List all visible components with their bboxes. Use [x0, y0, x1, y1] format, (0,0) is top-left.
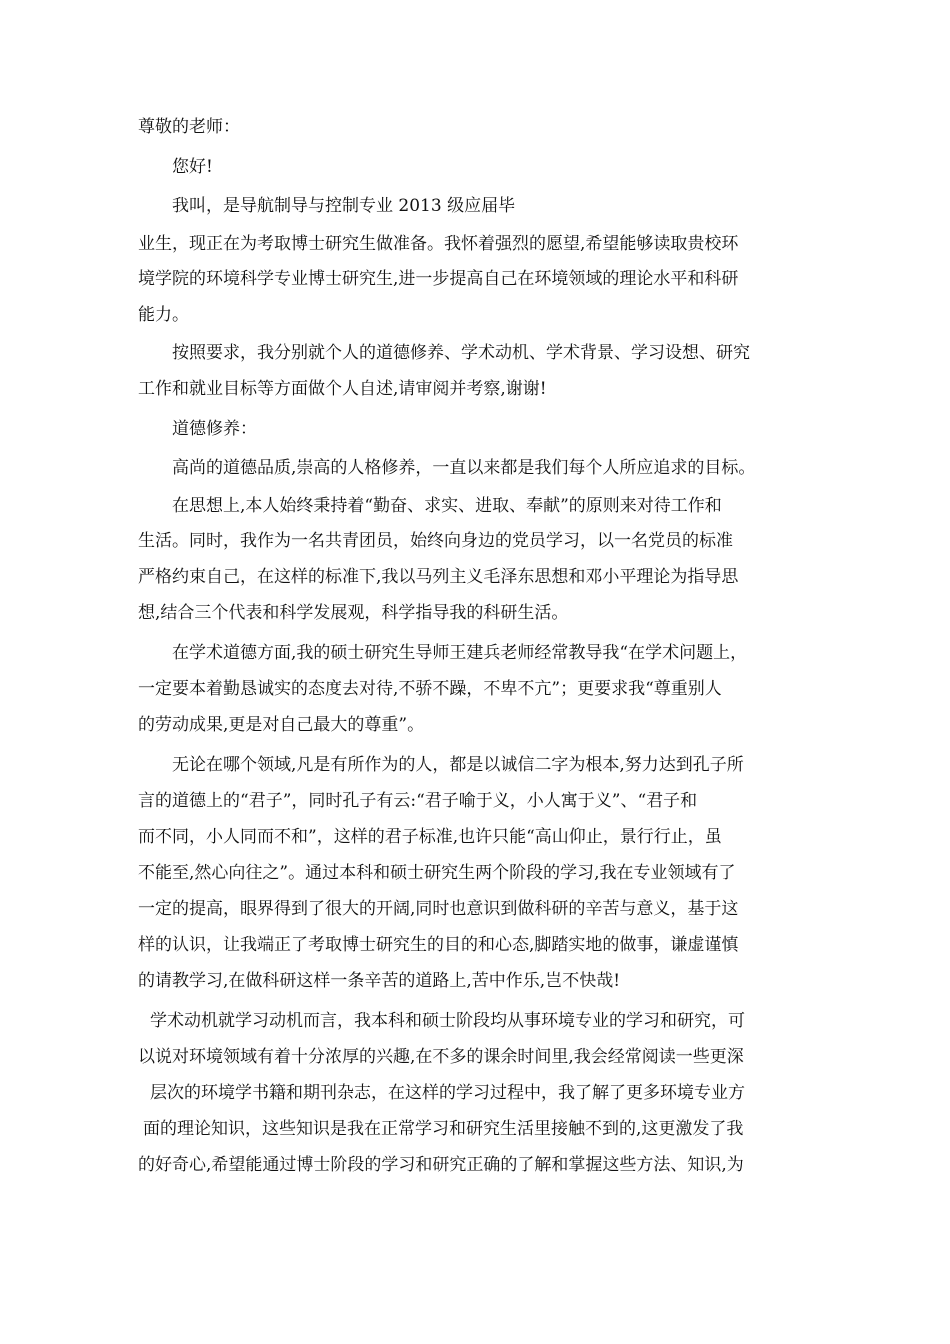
body-line: 境学院的环境科学专业博士研究生,进一步提高自己在环境领域的理论水平和科研 — [138, 269, 739, 289]
body-line: 严格约束自己，在这样的标准下,我以马列主义毛泽东思想和邓小平理论为指导思 — [138, 567, 739, 587]
greeting: 您好! — [172, 157, 213, 177]
body-line: 学术动机就学习动机而言，我本科和硕士阶段均从事环境专业的学习和研究，可 — [150, 1011, 745, 1031]
body-line: 高尚的道德品质,崇高的人格修养，一直以来都是我们每个人所应追求的目标。 — [172, 458, 756, 478]
body-line: 不能至,然心向往之”。通过本科和硕士研究生两个阶段的学习,我在专业领域有了 — [138, 863, 736, 883]
body-line: 的好奇心,希望能通过博士阶段的学习和研究正确的了解和掌握这些方法、知识,为 — [138, 1155, 744, 1175]
body-line: 言的道德上的“君子”，同时孔子有云:“君子喻于义，小人寓于义”、“君子和 — [138, 791, 698, 811]
section-heading: 道德修养： — [172, 419, 257, 439]
body-line: 我叫，是导航制导与控制专业 2013 级应届毕 — [172, 196, 516, 216]
body-line: 一定的提高，眼界得到了很大的开阔,同时也意识到做科研的辛苦与意义，基于这 — [138, 899, 739, 919]
salutation: 尊敬的老师： — [138, 117, 240, 137]
body-line: 在思想上,本人始终秉持着“勤奋、求实、进取、奉献”的原则来对待工作和 — [172, 496, 722, 516]
body-line: 一定要本着勤恳诚实的态度去对待,不骄不躁，不卑不亢”；更要求我“尊重别人 — [138, 679, 722, 699]
body-line: 面的理论知识，这些知识是我在正常学习和研究生活里接触不到的,这更激发了我 — [143, 1119, 744, 1139]
body-line: 以说对环境领域有着十分浓厚的兴趣,在不多的课余时间里,我会经常阅读一些更深 — [138, 1047, 744, 1067]
body-line: 在学术道德方面,我的硕士研究生导师王建兵老师经常教导我“在学术问题上， — [172, 643, 748, 663]
body-line: 而不同，小人同而不和”，这样的君子标准,也许只能“高山仰止，景行行止，虽 — [138, 827, 722, 847]
body-line: 生活。同时，我作为一名共青团员，始终向身边的党员学习，以一名党员的标准 — [138, 531, 733, 551]
body-line: 无论在哪个领域,凡是有所作为的人，都是以诚信二字为根本,努力达到孔子所 — [172, 755, 744, 775]
body-line: 的请教学习,在做科研这样一条辛苦的道路上,苦中作乐,岂不快哉! — [138, 971, 621, 991]
body-line: 按照要求，我分别就个人的道德修养、学术动机、学术背景、学习设想、研究 — [172, 343, 750, 363]
body-line: 能力。 — [138, 305, 189, 325]
body-line: 想,结合三个代表和科学发展观，科学指导我的科研生活。 — [138, 603, 569, 623]
body-line: 层次的环境学书籍和期刊杂志，在这样的学习过程中，我了解了更多环境专业方 — [150, 1083, 745, 1103]
body-line: 的劳动成果,更是对自己最大的尊重”。 — [138, 715, 425, 735]
body-line: 业生，现正在为考取博士研究生做准备。我怀着强烈的愿望,希望能够读取贵校环 — [138, 234, 739, 254]
body-line: 样的认识，让我端正了考取博士研究生的目的和心态,脚踏实地的做事，谦虚谨慎 — [138, 935, 739, 955]
body-line: 工作和就业目标等方面做个人自述,请审阅并考察,谢谢! — [138, 379, 547, 399]
